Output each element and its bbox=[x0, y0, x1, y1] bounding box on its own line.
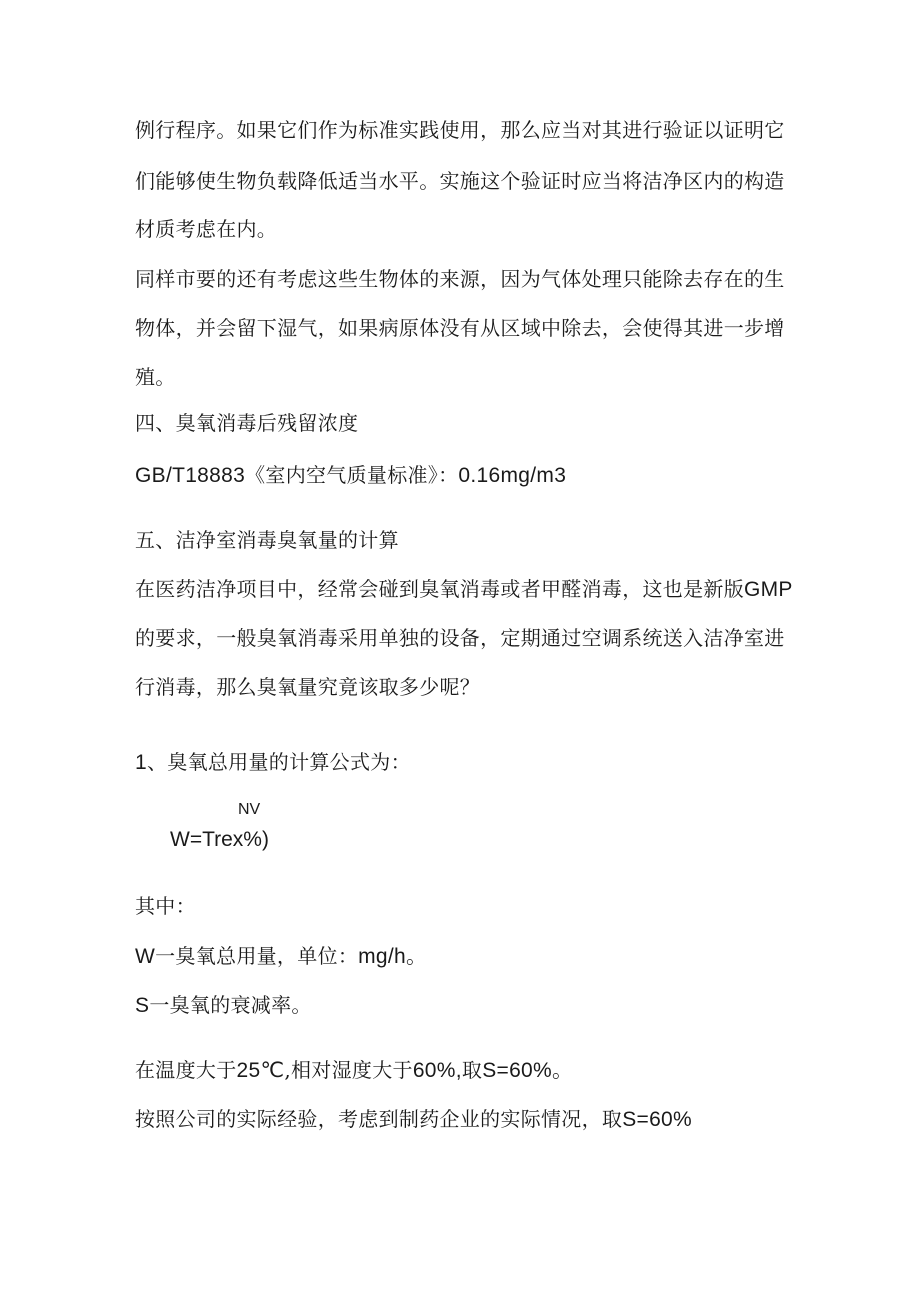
condition-line-2 bbox=[135, 1106, 692, 1133]
paragraph-1-line-2: 们能够使生物负载降低适当水平。实施这个验证时应当将洁净区内的构造 bbox=[135, 169, 785, 193]
cond-1-temp: 25℃ bbox=[236, 1059, 285, 1082]
cond-1-a: 在温度大于 bbox=[135, 1058, 237, 1082]
cond-1-s-value: S=60%。 bbox=[482, 1059, 574, 1082]
var-s: S bbox=[135, 994, 150, 1017]
cond-1-humidity: 60%, bbox=[412, 1059, 462, 1082]
standard-name: 《室内空气质量标准》： bbox=[245, 463, 459, 487]
standard-code: GB/T18883 bbox=[135, 464, 246, 487]
var-w: W bbox=[135, 945, 156, 968]
paragraph-2-line-2: 物体，并会留下湿气，如果病原体没有从区域中除去，会使得其进一步增 bbox=[135, 316, 785, 340]
formula-main: W=Trex%) bbox=[170, 828, 269, 851]
def-s-text: 一臭氧的衰减率。 bbox=[149, 993, 312, 1017]
formula-title-number: 1 bbox=[135, 751, 147, 774]
gmp-label: GMP bbox=[744, 578, 793, 601]
paragraph-2-line-1: 同样市要的还有考虑这些生物体的来源，因为气体处理只能除去存在的生 bbox=[135, 267, 785, 291]
section-5-heading: 五、洁净室消毒臭氧量的计算 bbox=[135, 528, 399, 552]
definition-s bbox=[135, 992, 312, 1019]
def-w-unit: mg/h。 bbox=[358, 945, 428, 968]
paragraph-2-line-3: 殖。 bbox=[135, 365, 176, 389]
paragraph-1-line-3: 材质考虑在内。 bbox=[135, 217, 278, 241]
formula-title-text: 、臭氧总用量的计算公式为： bbox=[146, 750, 411, 774]
definition-w bbox=[135, 943, 427, 970]
cond-2-a: 按照公司的实际经验，考虑到制药企业的实际情况，取 bbox=[135, 1107, 623, 1131]
cond-1-e: 取 bbox=[461, 1058, 483, 1082]
limit-value: 0.16mg/m3 bbox=[458, 464, 567, 487]
cond-1-c: ,相对湿度大于 bbox=[284, 1058, 413, 1082]
section-5-intro-line-3: 行消毒，那么臭氧量究竟该取多少呢？ bbox=[135, 675, 481, 699]
residual-concentration-line bbox=[135, 462, 566, 489]
section-4-heading: 四、臭氧消毒后残留浓度 bbox=[135, 411, 359, 435]
cond-2-s-value: S=60% bbox=[622, 1108, 693, 1131]
formula-title bbox=[135, 749, 411, 776]
section-5-intro-line-1 bbox=[135, 576, 793, 603]
where-label: 其中： bbox=[135, 894, 196, 918]
paragraph-1-line-1: 例行程序。如果它们作为标准实践使用，那么应当对其进行验证以证明它 bbox=[135, 118, 785, 142]
condition-line-1 bbox=[135, 1057, 573, 1084]
def-w-text: 一臭氧总用量，单位： bbox=[155, 944, 359, 968]
intro-text-1: 在医药洁净项目中，经常会碰到臭氧消毒或者甲醛消毒，这也是新版 bbox=[135, 577, 744, 601]
formula-numerator: NV bbox=[238, 801, 261, 818]
section-5-intro-line-2: 的要求，一般臭氧消毒采用单独的设备，定期通过空调系统送入洁净室进 bbox=[135, 626, 785, 650]
